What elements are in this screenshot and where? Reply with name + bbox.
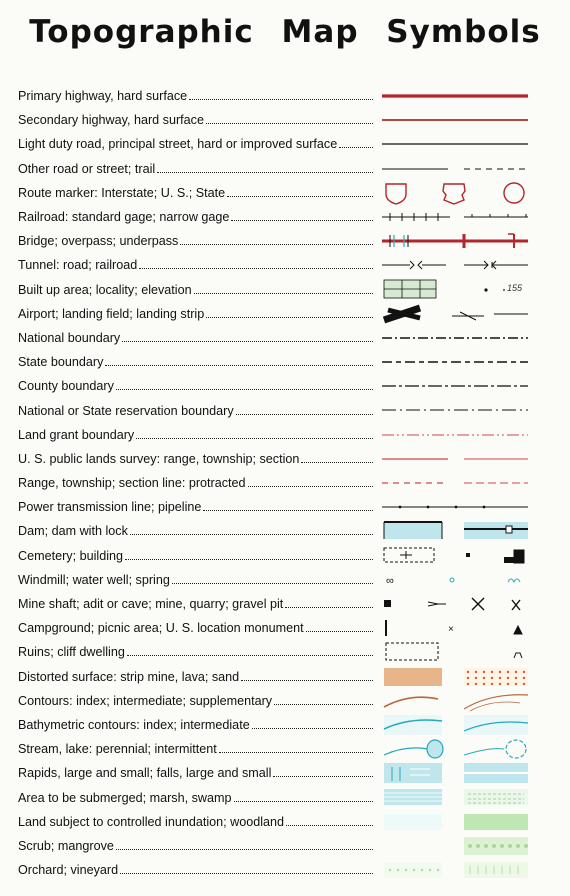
legend-label [18,428,373,442]
leader-dots [125,559,373,560]
leader-dots [194,293,373,294]
legend-row [18,374,558,398]
tunnel-icon [380,253,530,277]
legend-label [18,476,373,490]
legend-row [18,519,558,543]
legend-row [18,205,558,229]
legend-label [18,742,373,756]
legend-label-text: Ruins; cliff dwelling [18,645,125,660]
legend-label-text: Built up area; locality; elevation [18,282,192,297]
legend-label [18,210,373,224]
legend-label [18,89,373,103]
reservation-boundary-icon [380,398,530,422]
legend-label [18,670,373,684]
leader-dots [231,220,373,221]
leader-dots [248,486,373,487]
windmill-icon [380,568,530,592]
power-line-icon [380,495,530,519]
legend-label [18,815,373,829]
legend-row [18,858,558,882]
stream-lake-icon [380,737,530,761]
legend-row [18,229,558,253]
protracted-line-icon [380,471,530,495]
legend-row [18,447,558,471]
legend-row [18,132,558,156]
legend-label [18,331,373,345]
legend-row [18,761,558,785]
leader-dots [105,365,373,366]
legend-label-text: Scrub; mangrove [18,838,114,853]
leader-dots [206,123,373,124]
legend-row [18,495,558,519]
legend-row [18,302,558,326]
legend-label-text: Campground; picnic area; U. S. location monument [18,621,304,636]
leader-dots [203,510,373,511]
legend-row [18,737,558,761]
legend-row [18,471,558,495]
leader-dots [116,389,373,390]
state-boundary-icon [380,350,530,374]
cemetery-icon [380,544,530,568]
legend-row [18,326,558,350]
legend-label-text: Windmill; water well; spring [18,572,170,587]
legend-label-text: Land grant boundary [18,427,135,442]
legend-label-text: State boundary [18,355,104,370]
legend-row [18,834,558,858]
legend-label [18,524,373,538]
legend-label [18,258,373,272]
leader-dots [139,268,373,269]
legend-label [18,621,373,635]
legend-row [18,616,558,640]
legend-row [18,713,558,737]
land-grant-boundary-icon [380,423,530,447]
legend-row [18,592,558,616]
legend-label [18,500,373,514]
page-title: Topographic Map Symbols [29,14,541,50]
primary-highway-icon [380,84,530,108]
legend-label-text: U. S. public lands survey: range, township; section [18,451,300,466]
legend-label-text: Land subject to controlled inundation; woodland [18,814,285,829]
legend-label [18,863,373,877]
bathymetric-contours-icon [380,713,530,737]
woodland-icon [380,810,530,834]
legend-label-text: Range, township; section line: protracted [18,476,246,491]
leader-dots [136,438,373,439]
legend-label-text: Other road or street; trail [18,161,156,176]
legend-row [18,665,558,689]
leader-dots [339,147,373,148]
leader-dots [285,607,373,608]
legend-label [18,404,373,418]
legend-label-text: Stream, lake: perennial; intermittent [18,742,217,757]
legend-label-text: Area to be submerged; marsh, swamp [18,790,232,805]
legend-label [18,766,373,780]
svg-text:×: × [448,624,454,636]
legend-label-text: Distorted surface: strip mine, lava; sand [18,669,240,684]
leader-dots [274,704,373,705]
national-boundary-icon [380,326,530,350]
legend-row [18,785,558,809]
railroad-icon [380,205,530,229]
ruins-icon [380,640,530,664]
leader-dots [157,172,373,173]
legend-label-text: Airport; landing field; landing strip [18,306,205,321]
legend-label-text: National boundary [18,330,121,345]
leader-dots [172,583,373,584]
legend-label [18,452,373,466]
airport-icon [380,302,530,326]
legend-label [18,573,373,587]
legend-label-text: Bathymetric contours: index; intermediate [18,717,250,732]
legend-row [18,278,558,302]
secondary-highway-icon [380,108,530,132]
legend-label [18,791,373,805]
symbol-list [18,84,558,882]
legend-label [18,839,373,853]
legend-label [18,186,373,200]
leader-dots [301,462,373,463]
legend-label [18,718,373,732]
legend-label-text: Orchard; vineyard [18,863,119,878]
dam-icon [380,519,530,543]
leader-dots [252,728,373,729]
legend-row [18,640,558,664]
legend-row [18,181,558,205]
legend-label-text: County boundary [18,379,114,394]
legend-label-text: Bridge; overpass; underpass [18,234,179,249]
leader-dots [180,244,373,245]
county-boundary-icon [380,374,530,398]
legend-row [18,84,558,108]
legend-label [18,283,373,297]
svg-text:∞: ∞ [386,574,394,587]
scrub-icon [380,834,530,858]
legend-label-text: Primary highway, hard surface [18,89,188,104]
legend-label-text: Rapids, large and small; falls, large and small [18,766,272,781]
legend-row [18,810,558,834]
leader-dots [206,317,373,318]
contours-icon [380,689,530,713]
legend-label [18,162,373,176]
legend-row [18,157,558,181]
marsh-icon [380,785,530,809]
legend-label-text: Secondary highway, hard surface [18,113,204,128]
legend-label [18,645,373,659]
legend-label-text: Tunnel: road; railroad [18,258,138,273]
leader-dots [236,414,373,415]
legend-row [18,398,558,422]
leader-dots [227,196,373,197]
legend-row [18,423,558,447]
legend-label-text: Contours: index; intermediate; supplementary [18,693,273,708]
legend-label [18,307,373,321]
legend-row [18,568,558,592]
legend-label [18,379,373,393]
leader-dots [189,99,373,100]
legend-label-text: Railroad: standard gage; narrow gage [18,210,230,225]
legend-label [18,355,373,369]
public-lands-survey-icon [380,447,530,471]
legend-label [18,113,373,127]
legend-row [18,544,558,568]
leader-dots [219,752,373,753]
legend-label [18,234,373,248]
distorted-surface-icon [380,665,530,689]
legend-label [18,597,373,611]
light-duty-road-icon [380,132,530,156]
road-trail-icon [380,157,530,181]
orchard-icon [380,858,530,882]
campground-icon [380,616,530,640]
rapids-icon [380,761,530,785]
built-up-area-icon [380,278,530,302]
legend-label-text: Dam; dam with lock [18,524,128,539]
legend-label-text: Route marker: Interstate; U. S.; State [18,185,226,200]
leader-dots [234,801,374,802]
leader-dots [286,825,373,826]
legend-label-text: Cemetery; building [18,548,123,563]
leader-dots [122,341,373,342]
legend-label-text: National or State reservation boundary [18,403,234,418]
legend-row [18,108,558,132]
legend-label [18,137,373,151]
legend-label [18,694,373,708]
route-marker-icon [380,181,530,205]
leader-dots [306,631,373,632]
leader-dots [273,776,373,777]
bridge-icon [380,229,530,253]
legend-row [18,253,558,277]
leader-dots [241,680,373,681]
leader-dots [127,655,373,656]
legend-label-text: Mine shaft; adit or cave; mine, quarry; gravel pit [18,597,284,612]
leader-dots [116,849,373,850]
leader-dots [130,534,373,535]
legend-label [18,549,373,563]
legend-row [18,689,558,713]
legend-row [18,350,558,374]
legend-label-text: Light duty road, principal street, hard or improved surface [18,137,338,152]
legend-label-text: Power transmission line; pipeline [18,500,202,515]
leader-dots [120,873,373,874]
elevation-value: 155 [507,282,523,293]
mine-icon [380,592,530,616]
